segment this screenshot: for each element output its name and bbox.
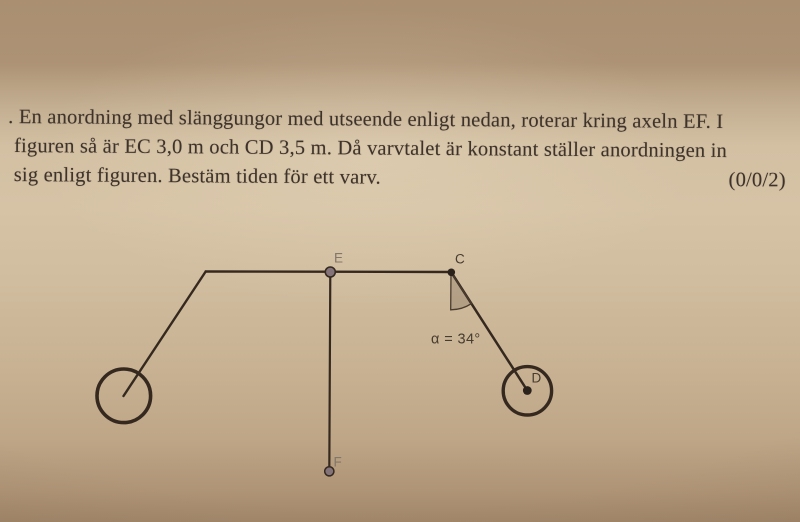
problem-line-3: sig enligt figuren. Bestäm tiden för ett varv. bbox=[13, 164, 381, 189]
point-D-dot bbox=[523, 386, 532, 395]
problem-line-2: figuren så är EC 3,0 m och CD 3,5 m. Då varvtalet är konstant ställer anordningen in bbox=[13, 135, 728, 163]
label-point-C: C bbox=[455, 251, 466, 267]
point-C-dot bbox=[448, 269, 456, 277]
left-swing-cable bbox=[124, 272, 206, 397]
score-label: (0/0/2) bbox=[728, 169, 786, 192]
label-point-E: E bbox=[334, 250, 344, 266]
angle-value-label: α = 34° bbox=[431, 331, 481, 348]
angle-wedge bbox=[451, 272, 472, 310]
label-point-F: F bbox=[333, 454, 343, 470]
problem-line-1: . En anordning med slänggungor med utseende enligt nedan, roterar kring axeln EF. I bbox=[8, 106, 724, 133]
rotation-axis-EF bbox=[329, 272, 330, 471]
label-point-D: D bbox=[531, 370, 542, 386]
point-E-dot bbox=[325, 267, 335, 277]
